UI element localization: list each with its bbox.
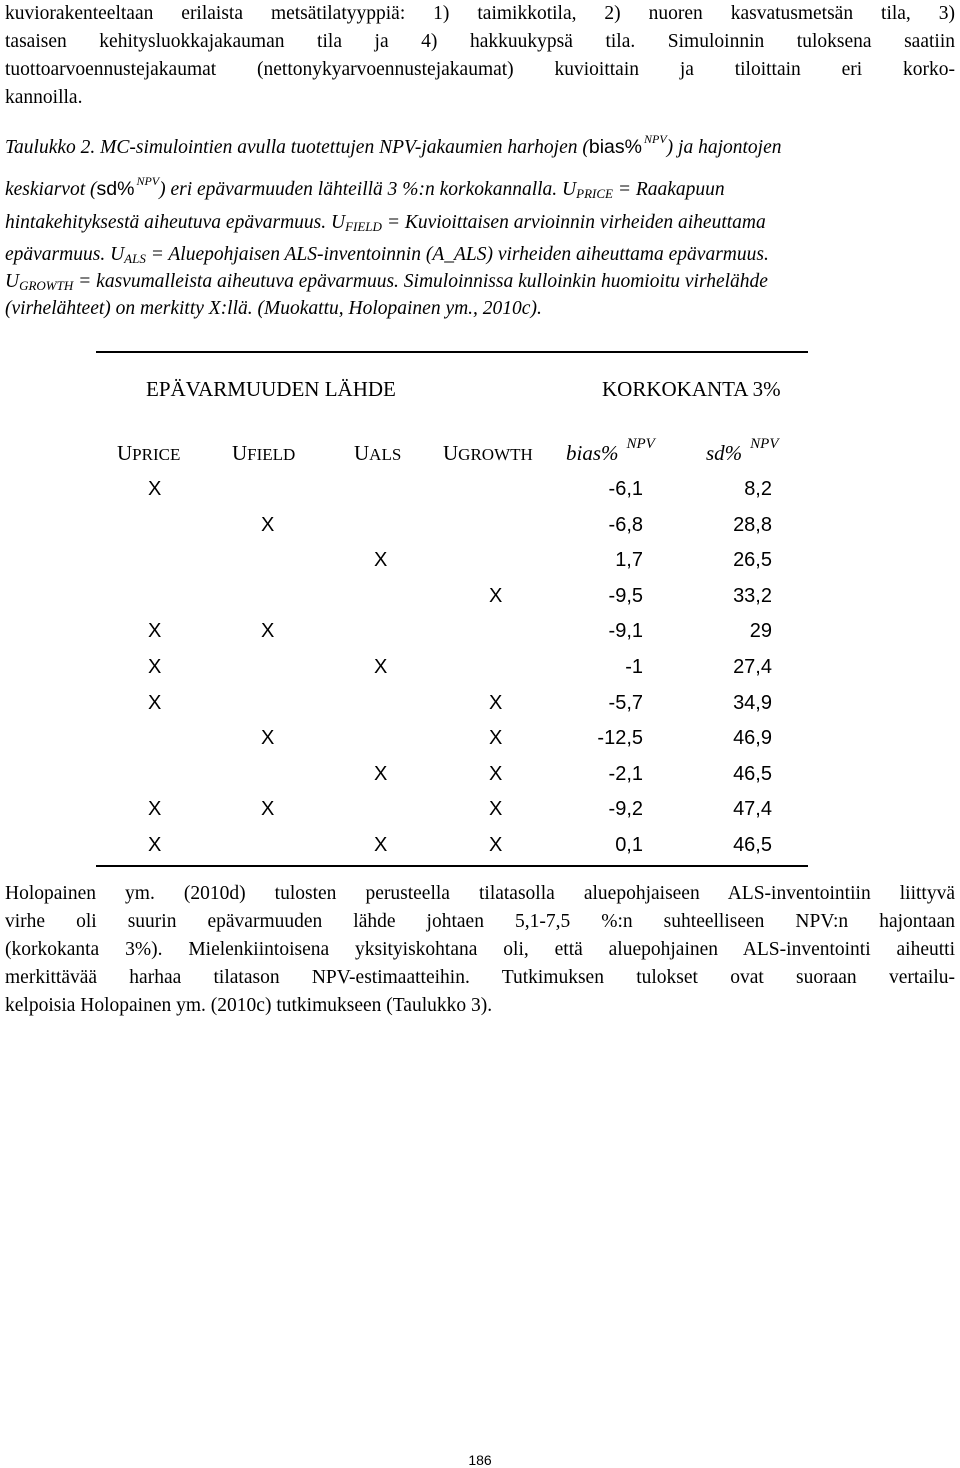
cell-bias: -9,2 xyxy=(608,798,643,821)
cell-sd: 28,8 xyxy=(733,513,772,536)
cell-field: X xyxy=(261,727,275,750)
body-line: (korkokanta 3%). Mielenkiintoisena yksityiskohtana oli, että aluepohjainen ALS-inventointi aiheutti xyxy=(5,939,955,960)
col-header-u-price: UPRICE xyxy=(117,441,181,465)
table-bottom-rule xyxy=(96,865,808,867)
cell-als: X xyxy=(374,834,388,856)
cell-als: X xyxy=(374,656,388,678)
cell-als: X xyxy=(374,762,388,785)
col-header-bias: bias% $^{NPV}$ xyxy=(566,436,655,465)
cell-price: X xyxy=(148,834,162,856)
cell-growth: X xyxy=(489,834,503,856)
cell-price: X xyxy=(148,798,162,821)
group-header-source: EPÄVARMUUDEN LÄHDE xyxy=(146,377,396,401)
cell-field: X xyxy=(261,620,275,643)
cell-sd: 46,5 xyxy=(733,834,772,856)
body-paragraph xyxy=(5,880,955,1020)
body-line: kelpoisia Holopainen ym. (2010c) tutkimukseen (Taulukko 3). xyxy=(5,995,493,1016)
cell-sd: 8,2 xyxy=(744,478,772,500)
cell-growth: X xyxy=(489,762,503,785)
cell-sd: 29 xyxy=(749,620,772,643)
table-top-rule xyxy=(96,351,808,353)
col-header-u-field: UFIELD xyxy=(232,441,296,465)
caption-line-6: (virhelähteet) on merkitty X:llä. (Muokattu, Holopainen ym., 2010c). xyxy=(5,298,542,319)
cell-price: X xyxy=(148,620,162,643)
cell-growth: X xyxy=(489,727,503,750)
cell-bias: 0,1 xyxy=(615,834,643,856)
cell-sd: 46,9 xyxy=(733,727,772,750)
cell-bias: -12,5 xyxy=(597,727,643,750)
cell-sd: 27,4 xyxy=(733,656,772,678)
group-header-rate: KORKOKANTA 3% xyxy=(602,377,781,401)
cell-bias: 1,7 xyxy=(615,549,643,572)
cell-sd: 46,5 xyxy=(733,762,772,785)
caption-line-3: hintakehityksestä aiheutuva epävarmuus. $U_{FIELD}$ = Kuvioittaisen arvioinnin virheiden aiheuttama xyxy=(5,212,766,234)
cell-field: X xyxy=(261,513,275,536)
cell-growth: X xyxy=(489,584,503,607)
cell-bias: -6,8 xyxy=(608,513,643,536)
cell-sd: 26,5 xyxy=(733,549,772,572)
cell-price: X xyxy=(148,656,162,678)
body-line: Holopainen ym. (2010d) tulosten perusteella tilatasolla aluepohjaiseen ALS-inventointiin liittyvä xyxy=(5,883,955,904)
intro-line: tuottoarvoennustejakaumat (nettonykyarvoennustejakaumat) kuvioittain ja tiloittain eri korko- xyxy=(5,59,955,80)
cell-bias: -9,5 xyxy=(608,584,643,607)
body-line: merkittävää harhaa tilatason NPV-estimaatteihin. Tutkimuksen tulokset ovat suoraan vertailu- xyxy=(5,967,955,988)
page-number: 186 xyxy=(468,1452,492,1468)
cell-bias: -6,1 xyxy=(608,478,643,500)
caption-line-5: $U_{GROWTH}$ = kasvumalleista aiheutuva epävarmuus. Simuloinnissa kulloinkin huomioitu virhelähde xyxy=(5,271,768,293)
col-header-u-growth: UGROWTH xyxy=(443,441,533,465)
cell-bias: -1 xyxy=(625,656,643,678)
cell-als: X xyxy=(374,549,388,572)
cell-field: X xyxy=(261,798,275,821)
cell-growth: X xyxy=(489,691,503,714)
body-line: virhe oli suurin epävarmuuden lähde johtaen 5,1-7,5 %:n suhteelliseen NPV:n hajontaan xyxy=(5,911,955,932)
caption-line-1: Taulukko 2. MC-simulointien avulla tuotettujen NPV-jakaumien harhojen (bias% $^{NPV}$) ja hajontojen xyxy=(5,132,782,158)
intro-line: kuviorakenteeltaan erilaista metsätilatyyppiä: 1) taimikkotila, 2) nuoren kasvatusmetsän tila, 3) xyxy=(5,3,955,24)
cell-price: X xyxy=(148,478,162,500)
cell-sd: 47,4 xyxy=(733,798,772,821)
cell-sd: 33,2 xyxy=(733,584,772,607)
cell-sd: 34,9 xyxy=(733,691,772,714)
col-header-sd: sd% $^{NPV}$ xyxy=(706,436,779,465)
cell-price: X xyxy=(148,691,162,714)
caption-line-2: keskiarvot (sd% $^{NPV}$) eri epävarmuuden lähteillä 3 %:n korkokannalla. $U_{PRICE}$ = Raakapuun xyxy=(5,174,725,201)
cell-bias: -9,1 xyxy=(608,620,643,643)
intro-line: tasaisen kehitysluokkajakauman tila ja 4) hakkuukypsä tila. Simuloinnin tuloksena saatiin xyxy=(5,31,955,52)
col-header-u-als: UALS xyxy=(354,441,402,465)
cell-bias: -2,1 xyxy=(608,762,643,785)
caption-line-4: epävarmuus. $U_{ALS}$ = Aluepohjaisen ALS-inventoinnin (A_ALS) virheiden aiheuttama epävarmuus. xyxy=(5,244,769,266)
intro-line: kannoilla. xyxy=(5,87,83,108)
cell-growth: X xyxy=(489,798,503,821)
cell-bias: -5,7 xyxy=(608,691,643,714)
